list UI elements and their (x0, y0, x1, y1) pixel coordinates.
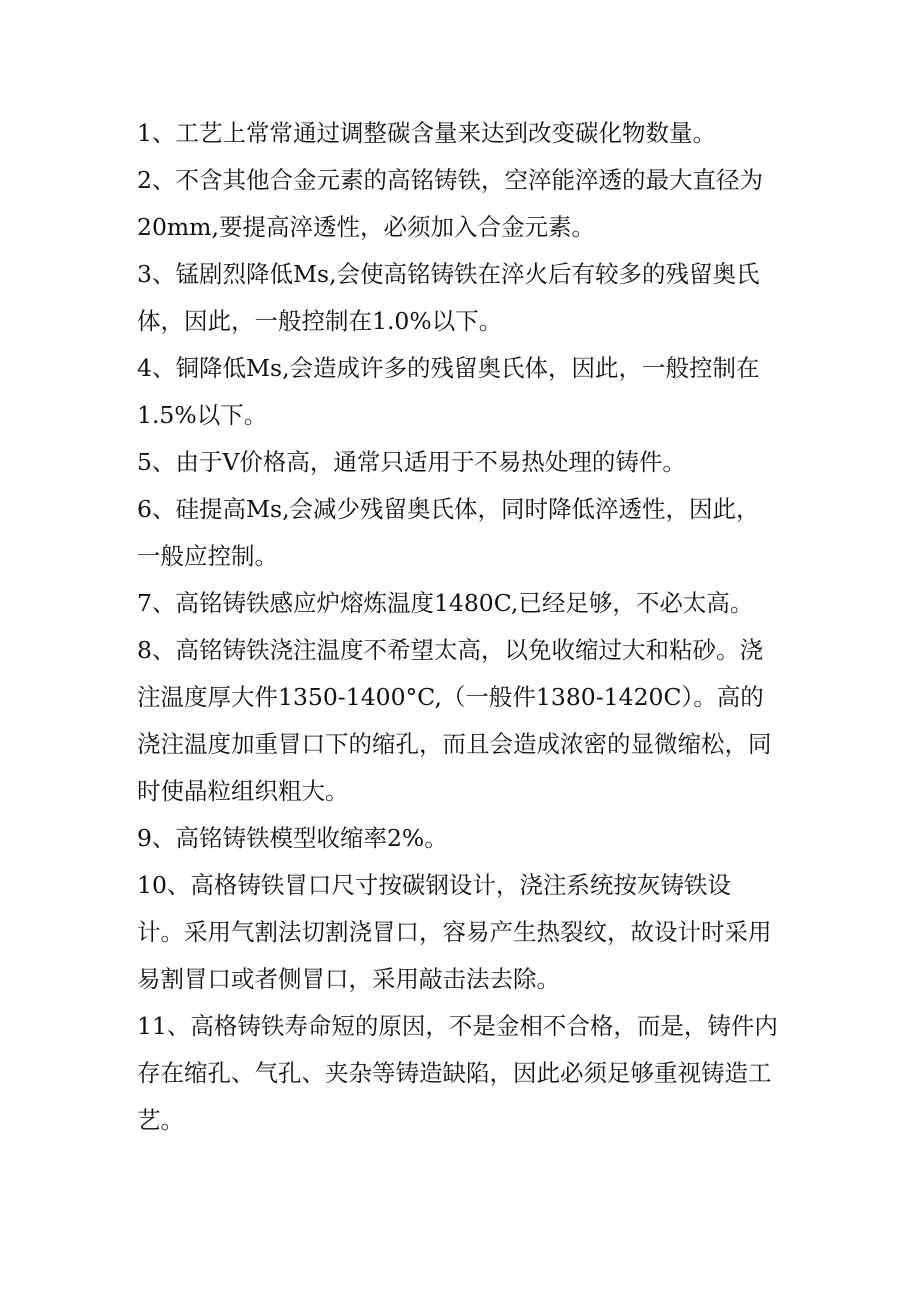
text-line: 4、铜降低Ms,会造成许多的残留奥氏体，因此，一般控制在 (137, 354, 760, 382)
text-line: 时使晶粒组织粗大。 (137, 777, 349, 805)
text-line: 2、不含其他合金元素的高铭铸铁，空淬能淬透的最大直径为 (137, 166, 763, 194)
text-line: 艺。 (137, 1106, 184, 1134)
text-line: 20mm,要提高淬透性，必须加入合金元素。 (137, 213, 595, 241)
text-line: 1.5%以下。 (137, 401, 268, 429)
text-line: 一般应控制。 (137, 542, 278, 570)
text-line: 1、工艺上常常通过调整碳含量来达到改变碳化物数量。 (137, 119, 716, 147)
text-line: 易割冒口或者侧冒口，采用敲击法去除。 (137, 965, 560, 993)
text-line: 11、高格铸铁寿命短的原因，不是金相不合格，而是，铸件内 (137, 1012, 778, 1040)
text-line: 计。采用气割法切割浇冒口，容易产生热裂纹，故设计时采用 (137, 918, 772, 946)
text-line: 存在缩孔、气孔、夹杂等铸造缺陷，因此必须足够重视铸造工 (137, 1059, 772, 1087)
text-line: 5、由于V价格高，通常只适用于不易热处理的铸件。 (137, 448, 686, 476)
text-line: 浇注温度加重冒口下的缩孔，而且会造成浓密的显微缩松，同 (137, 730, 772, 758)
text-line: 注温度厚大件1350-1400°C,（一般件1380-1420C）。高的 (137, 683, 764, 711)
text-line: 9、高铭铸铁模型收缩率2%。 (137, 824, 448, 852)
document-body (137, 110, 817, 1144)
text-line: 体，因此，一般控制在1.0%以下。 (137, 307, 503, 335)
text-line: 3、锰剧烈降低Ms,会使高铭铸铁在淬火后有较多的残留奥氏 (137, 260, 760, 288)
text-line: 7、高铭铸铁感应炉熔炼温度1480C,已经足够，不必太高。 (137, 589, 754, 617)
text-line: 10、高格铸铁冒口尺寸按碳钢设计，浇注系统按灰铸铁设 (137, 871, 731, 899)
text-line: 6、硅提高Ms,会减少残留奥氏体，同时降低淬透性，因此， (137, 495, 760, 523)
text-line: 8、高铭铸铁浇注温度不希望太高，以免收缩过大和粘砂。浇 (137, 636, 763, 664)
